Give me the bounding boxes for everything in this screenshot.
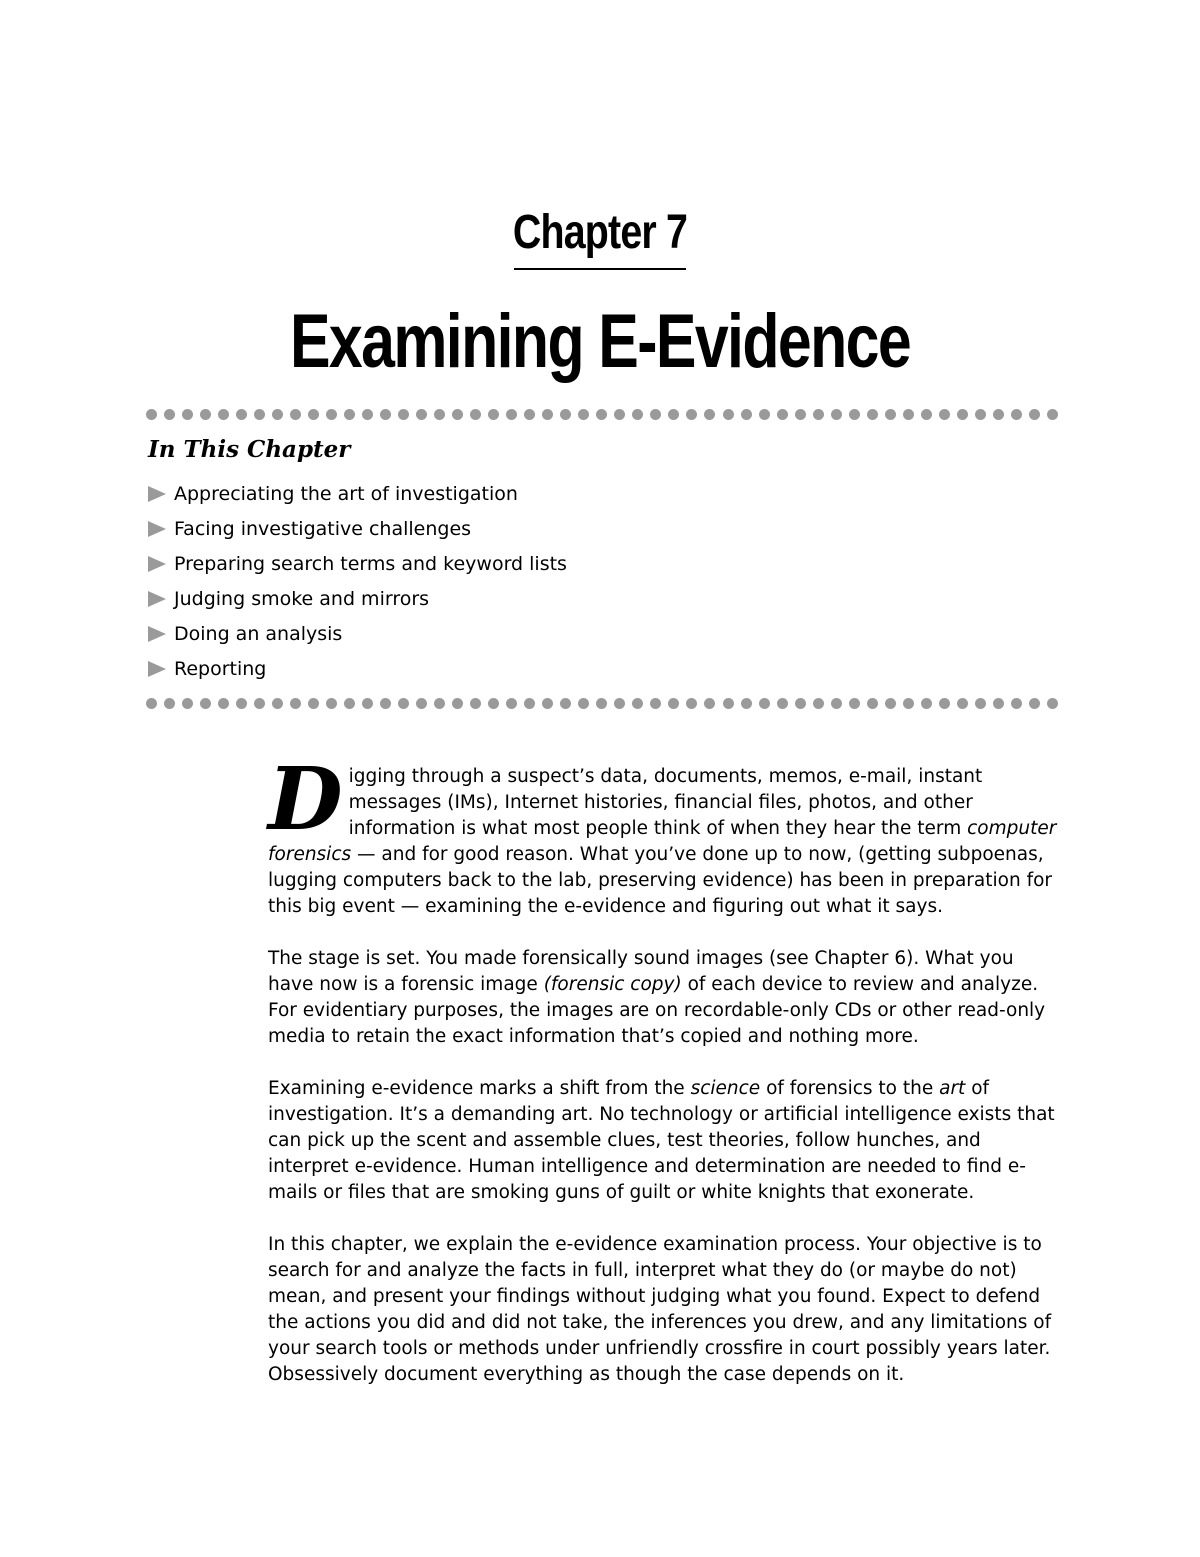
divider-dot [831,698,842,709]
divider-dot [1047,698,1058,709]
divider-dot [759,409,770,420]
divider-dot [236,409,247,420]
divider-dot [488,698,499,709]
divider-dot [975,409,986,420]
divider-dot [1029,698,1040,709]
divider-dot [831,409,842,420]
divider-dot [560,698,571,709]
divider-dot [596,409,607,420]
divider-dot [344,409,355,420]
divider-dot [939,698,950,709]
divider-dot [524,409,535,420]
list-item [146,651,567,686]
divider-dot [272,409,283,420]
divider-dot [542,409,553,420]
dotted-divider-top [146,408,1058,420]
divider-dot [164,409,175,420]
list-item-label: Preparing search terms and keyword lists [174,552,567,575]
triangle-bullet-icon [148,486,166,502]
list-item [146,476,567,511]
list-item-label: Reporting [174,657,267,680]
divider-dot [650,409,661,420]
divider-dot [218,409,229,420]
divider-dot [741,409,752,420]
chapter-title: Examining E-Evidence [289,299,911,384]
emphasis-term: (forensic copy) [543,974,682,995]
in-this-chapter-heading: In This Chapter [148,436,351,463]
divider-dot [957,698,968,709]
divider-dot [921,409,932,420]
triangle-bullet-icon [148,556,166,572]
paragraph-text: igging through a suspect’s data, documents, memos, e-mail, instant messages (IMs), Internet histories, financial files, photos, and other information is what most people think of when they hear the term [348,766,983,839]
divider-dot [867,698,878,709]
divider-dot [326,698,337,709]
divider-dot [668,698,679,709]
divider-dot [398,409,409,420]
divider-dot [686,409,697,420]
divider-dot [362,698,373,709]
in-this-chapter-list [146,476,567,686]
divider-dot [957,409,968,420]
divider-dot [921,698,932,709]
list-item [146,581,567,616]
divider-dot [218,698,229,709]
divider-dot [326,409,337,420]
divider-dot [1011,698,1022,709]
triangle-bullet-icon [148,661,166,677]
divider-dot [867,409,878,420]
divider-dot [614,409,625,420]
list-item-label: Facing investigative challenges [174,517,472,540]
divider-dot [723,409,734,420]
divider-dot [308,698,319,709]
body-paragraph-2 [268,946,1058,1050]
list-item-label: Appreciating the art of investigation [174,482,518,505]
divider-dot [632,698,643,709]
list-item [146,616,567,651]
divider-dot [903,409,914,420]
divider-dot [939,409,950,420]
divider-dot [849,409,860,420]
divider-dot [272,698,283,709]
divider-dot [182,409,193,420]
divider-dot [254,698,265,709]
divider-dot [290,698,301,709]
divider-dot [614,698,625,709]
divider-dot [993,409,1004,420]
divider-dot [578,698,589,709]
divider-dot [308,409,319,420]
divider-dot [200,409,211,420]
divider-dot [542,698,553,709]
divider-dot [1047,409,1058,420]
divider-dot [813,698,824,709]
divider-dot [236,698,247,709]
divider-dot [146,698,157,709]
divider-dot [488,409,499,420]
divider-dot [506,698,517,709]
divider-dot [1011,409,1022,420]
divider-dot [344,698,355,709]
triangle-bullet-icon [148,591,166,607]
divider-dot [777,409,788,420]
divider-dot [452,698,463,709]
chapter-label: Chapter 7 [512,206,688,259]
divider-dot [470,698,481,709]
divider-dot [704,698,715,709]
divider-dot [380,698,391,709]
divider-dot [200,698,211,709]
divider-dot [254,409,265,420]
divider-dot [362,409,373,420]
divider-dot [632,409,643,420]
divider-dot [470,409,481,420]
divider-dot [759,698,770,709]
chapter-body [268,749,1058,1414]
divider-dot [290,409,301,420]
divider-dot [1029,409,1040,420]
paragraph-text: of each device to review and analyze. For evidentiary purposes, the images are on recordable-only CDs or other read-only media to retain the exact information that’s copied and nothing more. [268,974,1046,1047]
emphasis-term: science [690,1078,761,1099]
divider-dot [416,409,427,420]
paragraph-text: of investigation. It’s a demanding art. No technology or artificial intelligence exists that can pick up the scent and assemble clues, test theories, follow hunches, and interpret e-evidence. Human intelligence and determination are needed to find e-mails or files that are smoking guns of guilt or white knights that exonerate. [268,1078,1055,1203]
triangle-bullet-icon [148,521,166,537]
divider-dot [578,409,589,420]
divider-dot [452,409,463,420]
body-paragraph-3 [268,1076,1058,1206]
divider-dot [164,698,175,709]
paragraph-text: Examining e-evidence marks a shift from the [268,1078,691,1099]
divider-dot [380,409,391,420]
divider-dot [741,698,752,709]
divider-dot [777,698,788,709]
divider-dot [398,698,409,709]
divider-dot [975,698,986,709]
divider-dot [903,698,914,709]
paragraph-text: of forensics to the [760,1078,940,1099]
paragraph-text: The stage is set. You made forensically sound images (see Chapter 6). What you have now is a forensic image [268,948,1014,995]
emphasis-term: computer forensics [268,818,1057,865]
divider-dot [686,698,697,709]
list-item-label: Doing an analysis [174,622,343,645]
divider-dot [993,698,1004,709]
divider-dot [560,409,571,420]
divider-dot [434,409,445,420]
chapter-rule [514,268,686,270]
divider-dot [795,698,806,709]
body-paragraph-1 [268,749,1058,920]
divider-dot [795,409,806,420]
divider-dot [506,409,517,420]
divider-dot [596,698,607,709]
divider-dot [434,698,445,709]
divider-dot [885,698,896,709]
dotted-divider-bottom [146,697,1058,709]
divider-dot [813,409,824,420]
divider-dot [849,698,860,709]
divider-dot [416,698,427,709]
list-item [146,546,567,581]
drop-cap: D [268,749,343,850]
triangle-bullet-icon [148,626,166,642]
divider-dot [146,409,157,420]
divider-dot [524,698,535,709]
divider-dot [704,409,715,420]
divider-dot [885,409,896,420]
list-item-label: Judging smoke and mirrors [174,587,430,610]
paragraph-text: — and for good reason. What you’ve done up to now, (getting subpoenas, lugging computers back to the lab, preserving evidence) has been in preparation for this big event — examining the e-evidence and figuring out what it says. [268,844,1053,917]
divider-dot [668,409,679,420]
list-item [146,511,567,546]
divider-dot [182,698,193,709]
body-paragraph-4: In this chapter, we explain the e-evidence examination process. Your objective is to search for and analyze the facts in full, interpret what they do (or maybe do not) mean, and present your findings without judging what you found. Expect to defend the actions you did and did not take, the inferences you drew, and any limitations of your search tools or methods under unfriendly crossfire in court possibly years later. Obsessively document everything as though the case depends on it. [268,1234,1052,1385]
emphasis-term: art [939,1078,966,1099]
divider-dot [723,698,734,709]
divider-dot [650,698,661,709]
